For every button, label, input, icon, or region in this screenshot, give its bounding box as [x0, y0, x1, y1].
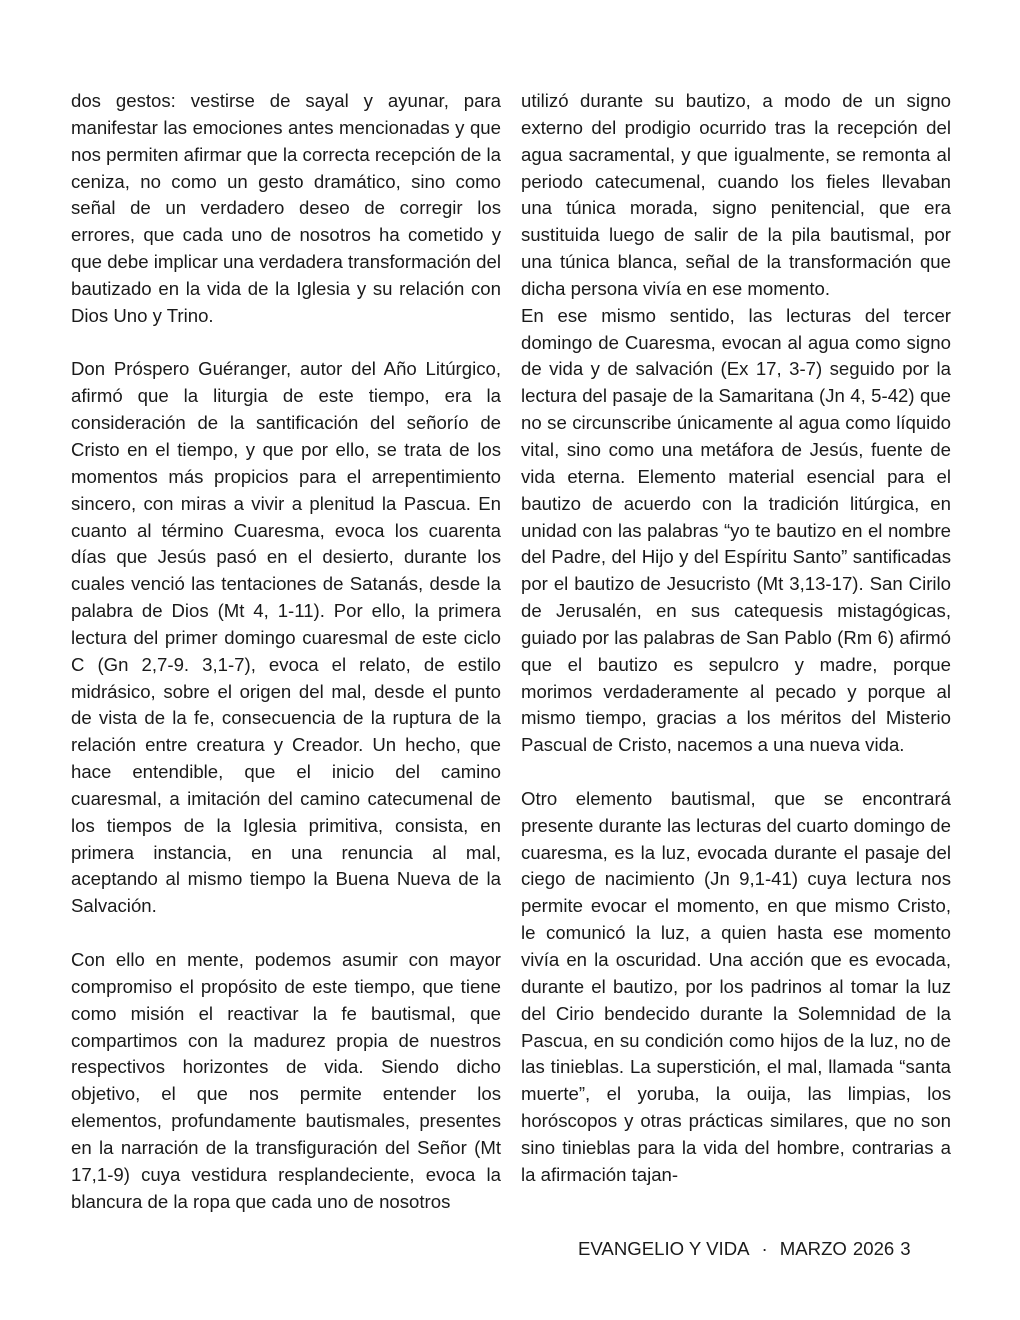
page-footer [578, 1237, 911, 1261]
paragraph: utilizó durante su bautizo, a modo de un signo externo del prodigio ocurrido tras la recepción del agua sacramental, y que igualmente, se remonta al periodo catecumenal, cuando los fieles llevaban una túnica morada, signo penitencial, que era sustituida luego de salir de la pila bautismal, por una túnica blanca, señal de la transformación que dicha persona vivía en ese momento. [521, 90, 951, 299]
issue-year: 2026 [852, 1238, 895, 1259]
paragraph: Con ello en mente, podemos asumir con mayor compromiso el propósito de este tiempo, que tiene como misión el reactivar la fe bautismal, que compartimos con la madurez propia de nuestros respectivos horizontes de vida. Siendo dicho objetivo, el que nos permite entender los elementos, profundamente bautismales, presentes en la narración de la transfiguración del Señor (Mt 17,1-9) cuya vestidura resplandeciente, evoca la blancura de la ropa que cada uno de nosotros [71, 949, 501, 1212]
paragraph: En ese mismo sentido, las lecturas del tercer domingo de Cuaresma, evocan al agua como signo de vida y de salvación (Ex 17, 3-7) seguido por la lectura del pasaje de la Samaritana (Jn 4, 5-42) que no se circunscribe únicamente al agua como líquido vital, sino como una metáfora de Jesús, fuente de vida eterna. Elemento material esencial para el bautizo de acuerdo con la tradición litúrgica, en unidad con las palabras “yo te bautizo en el nombre del Padre, del Hijo y del Espíritu Santo” santificadas por el bautizo de Jesucristo (Mt 3,13-17). San Cirilo de Jerusalén, en sus catequesis mistagógicas, guiado por las palabras de San Pablo (Rm 6) afirmó que el bautizo es sepulcro y madre, porque morimos verdaderamente al pecado y porque al mismo tiempo, gracias a los méritos del Misterio Pascual de Cristo, nacemos a una nueva vida. [521, 304, 951, 756]
paragraph-gap [71, 330, 501, 357]
publication-name: EVANGELIO Y VIDA [578, 1238, 750, 1259]
footer-separator: · [761, 1238, 768, 1259]
paragraph-gap [71, 920, 501, 947]
page-number: 3 [900, 1238, 911, 1259]
right-column [521, 88, 951, 1189]
paragraph: dos gestos: vestirse de sayal y ayunar, para manifestar las emociones antes mencionadas y que nos permiten afirmar que la correcta recepción de la ceniza, no como un gesto dramático, sino como señal de un verdadero deseo de corregir los errores, que cada uno de nosotros ha cometido y que debe implicar una verdadera transformación del bautizado en la vida de la Iglesia y su relación con Dios Uno y Trino. [71, 90, 501, 326]
paragraph-gap [521, 759, 951, 786]
paragraph: Otro elemento bautismal, que se encontrará presente durante las lecturas del cuarto domingo de cuaresma, es la luz, evocada durante el pasaje del ciego de nacimiento (Jn 9,1-41) cuya lectura nos permite evocar el momento, en que mismo Cristo, le comunicó la luz, a quien hasta ese momento vivía en la oscuridad. Una acción que es evocada, durante el bautizo, por los padrinos al tomar la luz del Cirio bendecido durante la Solemnidad de la Pascua, en su condición como hijos de la luz, no de las tinieblas. La superstición, el mal, llamada “santa muerte”, el yoruba, la ouija, las limpias, los horóscopos y otras prácticas similares, que no son sino tinieblas para la vida del hombre, contrarias a la afirmación tajan- [521, 787, 951, 1185]
paragraph: Don Próspero Guéranger, autor del Año Litúrgico, afirmó que la liturgia de este tiempo, era la consideración de la santificación del señorío de Cristo en el tiempo, y que por ello, se trata de los momentos más propicios para el arrepentimiento sincero, con miras a vivir a plenitud la Pascua. En cuanto al término Cuaresma, evoca los cuarenta días que Jesús pasó en el desierto, durante los cuales venció las tentaciones de Satanás, desde la palabra de Dios (Mt 4, 1-11). Por ello, la primera lectura del primer domingo cuaresmal de este ciclo C (Gn 2,7-9. 3,1-7), evoca el relato, de estilo midrásico, sobre el origen del mal, desde el punto de vista de la fe, consecuencia de la ruptura de la relación entre creatura y Creador. Un hecho, que hace entendible, que el inicio del camino cuaresmal, a imitación del camino catecumenal de los tiempos de la Iglesia primitiva, consista, en primera instancia, en una renuncia al mal, aceptando al mismo tiempo la Buena Nueva de la Salvación. [71, 358, 501, 917]
issue-month: MARZO [779, 1238, 847, 1259]
left-column [71, 88, 501, 1215]
